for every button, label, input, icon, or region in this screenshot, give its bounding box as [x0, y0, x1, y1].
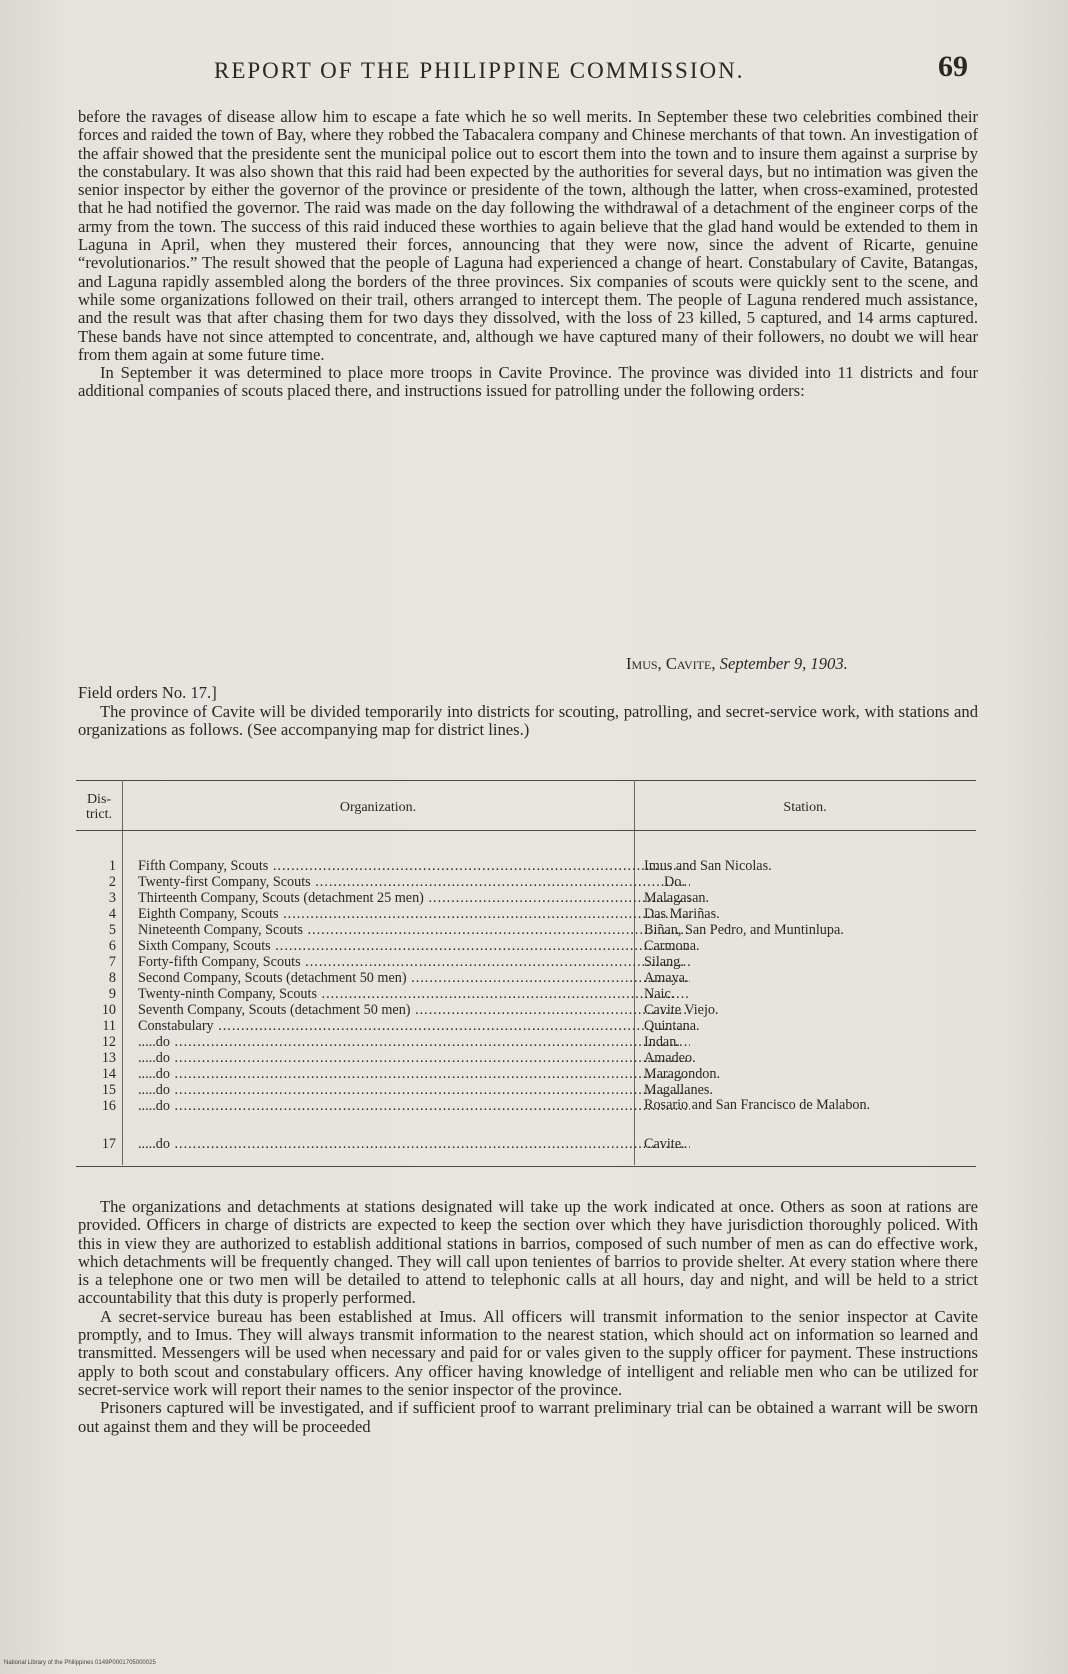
table-row: 1 Fifth Company, Scouts ..... Imus and San Nicolas. — [76, 858, 976, 874]
field-orders-number: Field orders No. 17.] — [78, 683, 217, 702]
table-row: 17 .....do ..... Cavite. — [76, 1136, 976, 1152]
running-title: REPORT OF THE PHILIPPINE COMMISSION. — [214, 58, 745, 83]
body-text-top — [78, 108, 978, 401]
dateline — [626, 654, 848, 674]
table-row: 6 Sixth Company, Scouts ..... Carmona. — [76, 938, 976, 954]
table-row: 4 Eighth Company, Scouts ..... Das Mariñas. — [76, 906, 976, 922]
paragraph: Prisoners captured will be investigated, and if sufficient proof to warrant preliminary trial can be obtained a warrant will be sworn out against them and they will be proceeded — [78, 1398, 978, 1436]
table-row: 2 Twenty-first Company, Scouts ..... Do. — [76, 874, 976, 890]
table-row: 11 Constabulary ..... Quintana. — [76, 1018, 976, 1034]
dateline-date: September 9, 1903. — [719, 654, 848, 673]
header-organization: Organization. — [339, 800, 417, 815]
table-row: 13 .....do ..... Amadeo. — [76, 1050, 976, 1066]
table-row: 12 .....do ..... Indan. — [76, 1034, 976, 1050]
paragraph: The organizations and detachments at stations designated will take up the work indicated at once. Others as soon at rations are provided. Officers in charge of districts are expected to keep the section over which they have jurisdiction thoroughly policed. With this in view they are authorized to establish additional stations in barrios, composed of such number of men as can do effective work, which detachments will be frequently changed. They will call upon tenientes of barrios to provide shelter. At every station where there is a telephone one or two men will be detailed to attend to telephonic calls at all hours, day and night, and will be held to a strict accountability that this duty is properly performed. — [78, 1197, 978, 1308]
paragraph: before the ravages of disease allow him to escape a fate which he so well merits. In September these two celebrities combined their forces and raided the town of Bay, where they robbed the Tabacalera company and Chinese merchants of that town. An investigation of the affair showed that the presidente sent the municipal police out to escort them into the town and to insure them against a surprise by the constabulary. It was also shown that this raid had been expected by the authorities for several days, but no intimation was given the senior inspector by either the governor of the province or presidente of the town, although the latter, when cross-examined, protested that he had notified the governor. The raid was made on the day following the withdrawal of a detachment of the engineer corps of the army from the town. The success of this raid induced these worthies to again believe that the glad hand would be extended to them in Laguna in April, when they mustered their forces, announcing that they were now, since the advent of Ricarte, genuine “revolutionarios.” The result showed that the people of Laguna had experienced a change of heart. Constabulary of Cavite, Batangas, and Laguna rapidly assembled along the borders of the three provinces. Six companies of scouts were quickly sent to the scene, and while some organizations followed on their trail, others arranged to intercept them. The people of Laguna rendered much assistance, and the result was that after chasing them for two days they dissolved, with the loss of 23 killed, 5 captured, and 14 arms captured. These bands have not since attempted to concentrate, and, although we have captured many of their followers, no doubt we will hear from them again at some future time. — [78, 107, 978, 364]
table-bottom-rule — [76, 1166, 976, 1167]
dateline-place: Imus, Cavite, — [626, 654, 716, 673]
table-row: 16 .....do ..... Rosario and San Francisco de Malabon. — [76, 1098, 976, 1130]
page-number: 69 — [938, 50, 968, 83]
paragraph: A secret-service bureau has been established at Imus. All officers will transmit information to the senior inspector at Cavite promptly, and to Imus. They will always transmit information to the nearest station, which should act on information so learned and transmitted. Messengers will be used when necessary and paid for or vales given to the supply officer for payment. These instructions apply to both scout and constabulary officers. Any officer having knowledge of intelligent and reliable men who can be utilized for secret-service work will report their names to the senior inspector of the province. — [78, 1306, 978, 1399]
table-row: 9 Twenty-ninth Company, Scouts ..... Naic. — [76, 986, 976, 1002]
table-row: 3 Thirteenth Company, Scouts (detachment 25 men) ..... Malagasan. — [76, 890, 976, 906]
table-row: 15 .....do ..... Magallanes. — [76, 1082, 976, 1098]
page-header — [0, 50, 1068, 90]
table-row: 14 .....do ..... Maragondon. — [76, 1066, 976, 1082]
table-row: 7 Forty-fifth Company, Scouts ..... Silang. — [76, 954, 976, 970]
table-row: 8 Second Company, Scouts (detachment 50 men) ..... Amaya. — [76, 970, 976, 986]
table-row: 5 Nineteenth Company, Scouts ..... Biñan, San Pedro, and Muntinlupa. — [76, 922, 976, 938]
district-table — [76, 780, 976, 1172]
header-district: Dis-trict. — [85, 792, 113, 822]
paragraph: The province of Cavite will be divided temporarily into districts for scouting, patrolling, and secret-service work, with stations and organizations as follows. (See accompanying map for district lines.) — [78, 702, 978, 740]
header-station: Station. — [783, 800, 827, 815]
table-top-rule — [76, 780, 976, 781]
header-bottom-rule — [76, 830, 976, 831]
library-footer: National Library of the Philippines 0149P0001705000025 — [4, 1660, 156, 1666]
body-text-bottom — [78, 1198, 978, 1436]
paragraph: In September it was determined to place more troops in Cavite Province. The province was divided into 11 districts and four additional companies of scouts placed there, and instructions issued for patrolling under the following orders: — [78, 363, 978, 401]
table-row: 10 Seventh Company, Scouts (detachment 50 men) ..... Cavite Viejo. — [76, 1002, 976, 1018]
orders-intro-block — [78, 703, 978, 740]
